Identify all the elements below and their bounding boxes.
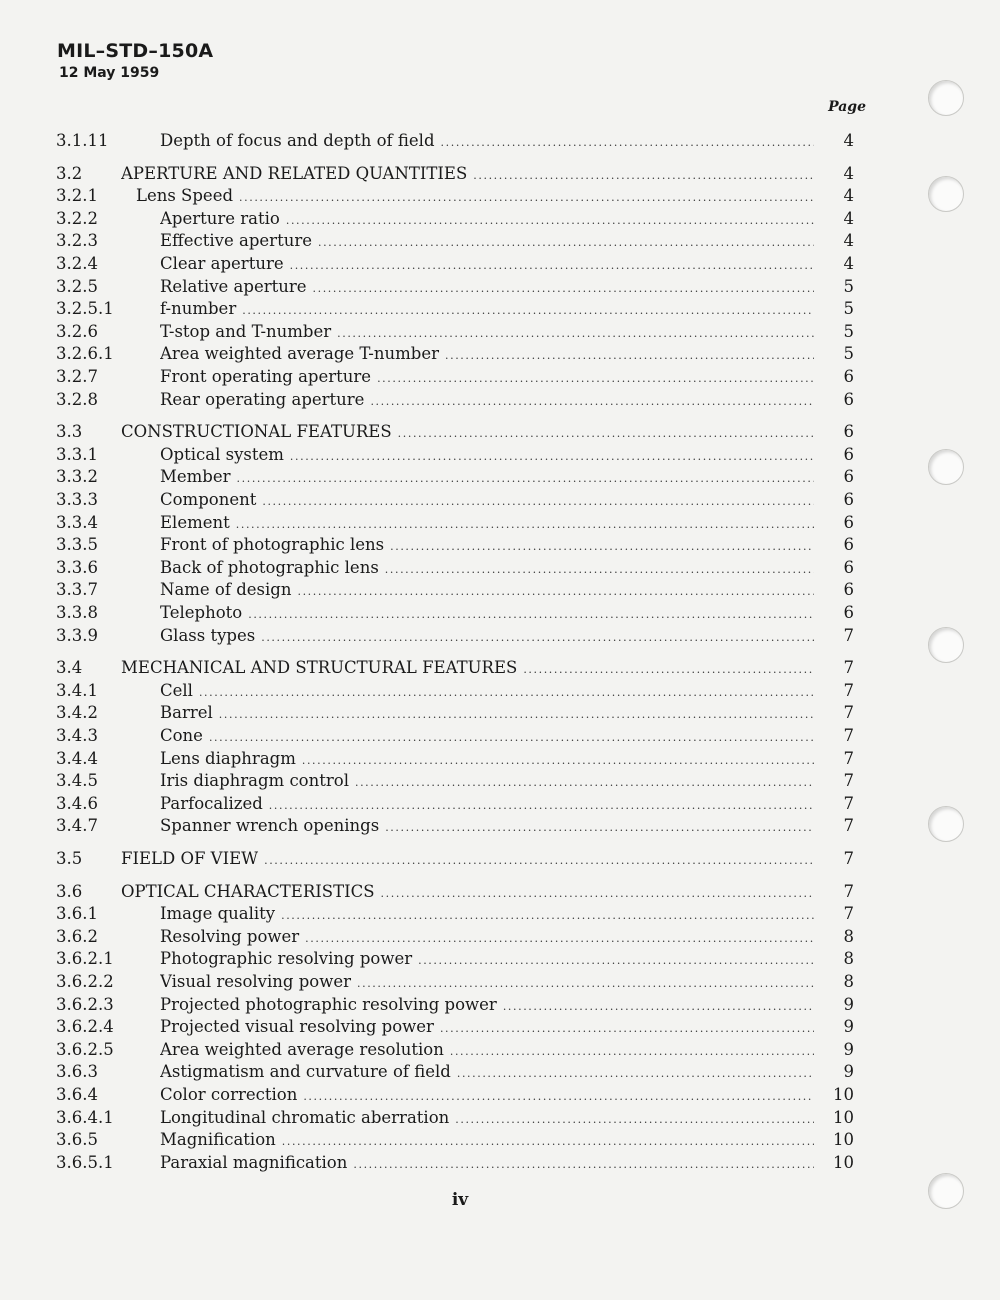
toc-section-title: Effective aperture [160,231,312,251]
toc-entry [0,815,1000,837]
toc-entry [0,343,1000,365]
toc-section-title: Paraxial magnification [160,1152,348,1172]
toc-section-title: Aperture ratio [160,208,280,228]
toc-entry [0,230,1000,252]
dot-leader [445,345,814,367]
toc-section-title: Area weighted average T-number [160,344,439,364]
toc-section-title: Relative aperture [160,276,307,296]
toc-entry [0,489,1000,511]
toc-section-title: Glass types [160,625,256,645]
toc-entry [0,321,1000,343]
toc-section-number: 3.6.2.2 [56,972,114,991]
punch-hole [928,449,964,485]
toc-entry [0,948,1000,970]
dot-leader [281,905,814,927]
toc-section-number: 3.2.1 [56,186,98,206]
dot-leader [385,817,814,839]
toc-section-number: 3.3.7 [56,580,98,600]
toc-title-line [160,366,814,390]
toc-section-title: Longitudinal chromatic aberration [160,1107,450,1127]
toc-section-title: Area weighted average resolution [160,1039,444,1059]
toc-section-number: 3.2.8 [56,389,98,409]
toc-section-number: 3.6.1 [56,904,98,924]
toc-section-number: 3.6.5 [56,1130,98,1150]
toc-title-line [160,1039,814,1063]
toc-page-number: 10 [833,1130,854,1150]
toc-entry [0,276,1000,298]
toc-title-line [160,748,814,772]
toc-section-number: 3.6.2.1 [56,949,114,969]
toc-section-number: 3.2.4 [56,254,98,273]
toc-page-number: 7 [843,771,854,791]
toc-section-title: Spanner wrench openings [160,816,380,836]
toc-section-title: Cell [160,680,193,700]
dot-leader [385,559,814,581]
toc-page-number: 4 [843,231,854,251]
toc-page-number: 6 [843,367,854,386]
toc-section-number: 3.3.5 [56,535,98,555]
toc-title-line [160,793,814,817]
toc-entry [0,444,1000,466]
toc-page-number: 5 [843,321,854,341]
toc-entry [0,881,1000,903]
toc-title-line [160,1152,814,1176]
dot-leader [337,323,814,345]
toc-section-number: 3.6.3 [56,1062,98,1082]
dot-leader [209,727,814,749]
toc-section-number: 3.3.2 [56,467,98,487]
toc-entry [0,725,1000,747]
toc-title-line [121,657,814,681]
toc-entry [0,466,1000,488]
dot-leader [390,536,814,558]
toc-section-number: 3.4 [56,658,83,678]
toc-page-number: 7 [843,881,854,901]
toc-section-number: 3.5 [56,849,83,868]
toc-section-title: Clear aperture [160,254,284,273]
dot-leader [237,468,814,490]
toc-title-line [121,848,814,872]
dot-leader [370,391,814,413]
dot-leader [239,187,814,209]
toc-page-number: 4 [843,163,854,183]
toc-section-title: Name of design [160,580,292,600]
toc-section-number: 3.3.6 [56,557,98,577]
toc-entry [0,926,1000,948]
toc-section-number: 3.2.2 [56,208,98,228]
toc-entry [0,1129,1000,1151]
dot-leader [297,581,814,603]
toc-section-number: 3.6.2.3 [56,994,114,1014]
toc-section-title: Iris diaphragm control [160,771,349,791]
toc-section-number: 3.4.4 [56,748,98,768]
toc-page-number: 6 [843,603,854,622]
toc-section-number: 3.2.3 [56,231,98,251]
toc-title-line [160,298,814,322]
toc-entry [0,253,1000,275]
dot-leader [318,232,814,254]
toc-entry [0,793,1000,815]
dot-leader [199,682,814,704]
document-id: MIL–STD–150A [57,40,214,62]
toc-title-line [160,276,814,300]
toc-section-title: Lens diaphragm [160,748,296,768]
toc-section-title: Barrel [160,703,213,723]
toc-section-title: Magnification [160,1130,276,1150]
toc-section-number: 3.2 [56,163,83,183]
toc-entry [0,602,1000,624]
toc-section-title: APERTURE AND RELATED QUANTITIES [121,163,468,183]
dot-leader [219,704,814,726]
toc-section-number: 3.3 [56,422,83,442]
toc-entry [0,1016,1000,1038]
toc-section-title: Lens Speed [136,186,234,206]
toc-entry [0,163,1000,185]
dot-leader [450,1041,814,1063]
toc-entry [0,702,1000,724]
toc-section-number: 3.4.6 [56,793,98,813]
toc-page-number: 4 [843,131,854,150]
toc-entry [0,208,1000,230]
dot-leader [503,996,814,1018]
toc-section-number: 3.3.1 [56,444,98,464]
toc-title-line [160,321,814,345]
toc-page-number: 8 [843,926,854,946]
toc-entry [0,512,1000,534]
toc-section-title: Visual resolving power [160,972,351,991]
toc-entry [0,389,1000,411]
toc-entry [0,534,1000,556]
toc-entry [0,657,1000,679]
dot-leader [302,750,814,772]
toc-section-number: 3.6.4 [56,1085,98,1104]
dot-leader [455,1109,814,1131]
toc-page-number: 7 [843,625,854,645]
dot-leader [290,446,814,468]
toc-title-line [160,512,814,536]
toc-title-line [160,557,814,581]
toc-entry [0,579,1000,601]
toc-entry [0,366,1000,388]
toc-entry [0,971,1000,993]
toc-title-line [121,163,814,187]
toc-section-number: 3.2.6 [56,321,98,341]
toc-page-number: 6 [843,444,854,464]
toc-title-line [160,208,814,232]
toc-page-number: 10 [833,1107,854,1127]
toc-page-number: 4 [843,208,854,228]
toc-title-line [160,230,814,254]
toc-section-title: f-number [160,299,237,319]
toc-section-title: Back of photographic lens [160,557,379,577]
toc-section-number: 3.3.9 [56,625,98,645]
toc-section-number: 3.6 [56,881,83,901]
dot-leader [357,973,814,995]
toc-page-number: 6 [843,557,854,577]
toc-entry [0,1061,1000,1083]
toc-section-number: 3.4.3 [56,726,98,745]
toc-section-title: Rear operating aperture [160,389,365,409]
dot-leader [236,514,814,536]
toc-entry [0,130,1000,152]
toc-section-number: 3.6.2.4 [56,1017,114,1037]
toc-page-number: 8 [843,949,854,969]
dot-leader [248,604,814,626]
toc-section-title: OPTICAL CHARACTERISTICS [121,881,375,901]
toc-title-line [160,1107,814,1131]
toc-section-title: Projected photographic resolving power [160,994,497,1014]
toc-page-number: 5 [843,299,854,319]
dot-leader [355,772,814,794]
toc-section-title: Cone [160,726,203,745]
dot-leader [313,278,814,300]
toc-title-line [160,625,814,649]
toc-entry [0,298,1000,320]
document-date: 12 May 1959 [59,65,160,81]
toc-title-line [160,815,814,839]
toc-section-number: 3.4.5 [56,771,98,791]
punch-hole [928,627,964,663]
toc-entry [0,1039,1000,1061]
toc-section-title: T-stop and T-number [160,321,332,341]
toc-section-number: 3.4.2 [56,703,98,723]
toc-page-number: 9 [843,994,854,1014]
toc-entry [0,557,1000,579]
toc-section-title: Color correction [160,1085,298,1104]
toc-section-title: Front of photographic lens [160,535,385,555]
dot-leader [269,795,814,817]
toc-page-number: 7 [843,816,854,836]
toc-title-line [160,948,814,972]
toc-entry [0,903,1000,925]
toc-page-number: 7 [843,849,854,868]
toc-title-line [160,1129,814,1153]
toc-title-line [160,130,814,154]
punch-hole [928,1173,964,1209]
toc-title-line [160,534,814,558]
dot-leader [473,165,814,187]
toc-title-line [160,602,814,626]
toc-entry [0,1152,1000,1174]
punch-hole [928,806,964,842]
toc-entry [0,421,1000,443]
toc-page-number: 10 [833,1152,854,1172]
dot-leader [282,1131,814,1153]
toc-page-number: 9 [843,1039,854,1059]
dot-leader [353,1154,814,1176]
page-column-label: Page [828,99,866,115]
toc-section-title: Element [160,512,230,532]
dot-leader [381,883,814,905]
toc-section-title: CONSTRUCTIONAL FEATURES [121,422,392,442]
toc-page-number: 5 [843,344,854,364]
toc-page-number: 6 [843,422,854,442]
toc-section-title: Resolving power [160,926,300,946]
toc-page-number: 6 [843,535,854,555]
toc-page-number: 7 [843,904,854,924]
toc-page-number: 7 [843,703,854,723]
dot-leader [457,1063,814,1085]
toc-section-title: Parfocalized [160,793,263,813]
dot-leader [305,928,814,950]
dot-leader [523,659,814,681]
toc-section-number: 3.6.2 [56,926,98,946]
toc-section-title: MECHANICAL AND STRUCTURAL FEATURES [121,658,518,678]
toc-title-line [160,1016,814,1040]
dot-leader [303,1086,814,1108]
toc-title-line [160,702,814,726]
dot-leader [398,423,814,445]
toc-title-line [160,994,814,1018]
toc-section-number: 3.3.4 [56,512,98,532]
dot-leader [261,627,814,649]
toc-section-number: 3.4.1 [56,680,98,700]
dot-leader [264,850,814,872]
toc-title-line [160,1084,814,1108]
toc-section-title: Depth of focus and depth of field [160,131,435,150]
toc-page-number: 7 [843,680,854,700]
toc-entry [0,848,1000,870]
toc-page-number: 5 [843,276,854,296]
toc-title-line [160,466,814,490]
toc-page-number: 6 [843,389,854,409]
toc-entry [0,680,1000,702]
toc-section-title: Photographic resolving power [160,949,413,969]
toc-entry [0,625,1000,647]
toc-page-number: 6 [843,467,854,487]
toc-title-line [160,1061,814,1085]
toc-entry [0,994,1000,1016]
toc-title-line [160,971,814,995]
toc-section-number: 3.2.7 [56,367,98,386]
toc-title-line [121,421,814,445]
toc-page-number: 7 [843,748,854,768]
dot-leader [286,210,814,232]
toc-section-title: Front operating aperture [160,367,372,386]
toc-section-number: 3.6.5.1 [56,1152,114,1172]
toc-title-line [160,343,814,367]
punch-hole [928,80,964,116]
toc-section-number: 3.3.3 [56,490,98,509]
toc-title-line [160,903,814,927]
toc-section-title: Telephoto [160,603,243,622]
toc-title-line [160,389,814,413]
page-folio: iv [451,1190,469,1210]
dot-leader [418,950,814,972]
toc-entry [0,1084,1000,1106]
toc-title-line [160,680,814,704]
toc-page-number: 9 [843,1017,854,1037]
toc-section-number: 3.2.5.1 [56,299,114,319]
punch-hole [928,176,964,212]
toc-title-line [160,725,814,749]
toc-page-number: 4 [843,186,854,206]
toc-page-number: 7 [843,793,854,813]
toc-page-number: 7 [843,658,854,678]
toc-section-title: Component [160,490,257,509]
dot-leader [262,491,814,513]
toc-section-title: Optical system [160,444,284,464]
toc-title-line [121,881,814,905]
toc-entry [0,770,1000,792]
dot-leader [377,368,814,390]
dot-leader [440,1018,814,1040]
toc-entry [0,185,1000,207]
toc-section-number: 3.4.7 [56,816,98,836]
toc-section-title: Astigmatism and curvature of field [160,1062,451,1082]
dot-leader [242,300,814,322]
toc-title-line [160,770,814,794]
toc-section-title: Projected visual resolving power [160,1017,434,1037]
toc-entry [0,748,1000,770]
toc-section-number: 3.3.8 [56,603,98,622]
toc-page-number: 8 [843,972,854,991]
toc-title-line [160,926,814,950]
toc-section-number: 3.6.2.5 [56,1039,114,1059]
toc-section-title: FIELD OF VIEW [121,849,259,868]
toc-page-number: 6 [843,512,854,532]
toc-section-number: 3.1.11 [56,131,109,150]
toc-section-title: Member [160,467,231,487]
toc-section-number: 3.2.6.1 [56,344,114,364]
toc-page-number: 6 [843,580,854,600]
toc-page-number: 4 [843,254,854,273]
dot-leader [290,255,814,277]
dot-leader [441,132,814,154]
toc-title-line [160,489,814,513]
toc-section-number: 3.6.4.1 [56,1107,114,1127]
toc-title-line [160,444,814,468]
toc-section-title: Image quality [160,904,276,924]
toc-page-number: 6 [843,490,854,509]
toc-entry [0,1107,1000,1129]
toc-section-number: 3.2.5 [56,276,98,296]
toc-page-number: 10 [833,1085,854,1104]
toc-page-number: 9 [843,1062,854,1082]
toc-title-line [160,253,814,277]
toc-title-line [160,579,814,603]
toc-page-number: 7 [843,726,854,745]
toc-title-line [136,185,814,209]
